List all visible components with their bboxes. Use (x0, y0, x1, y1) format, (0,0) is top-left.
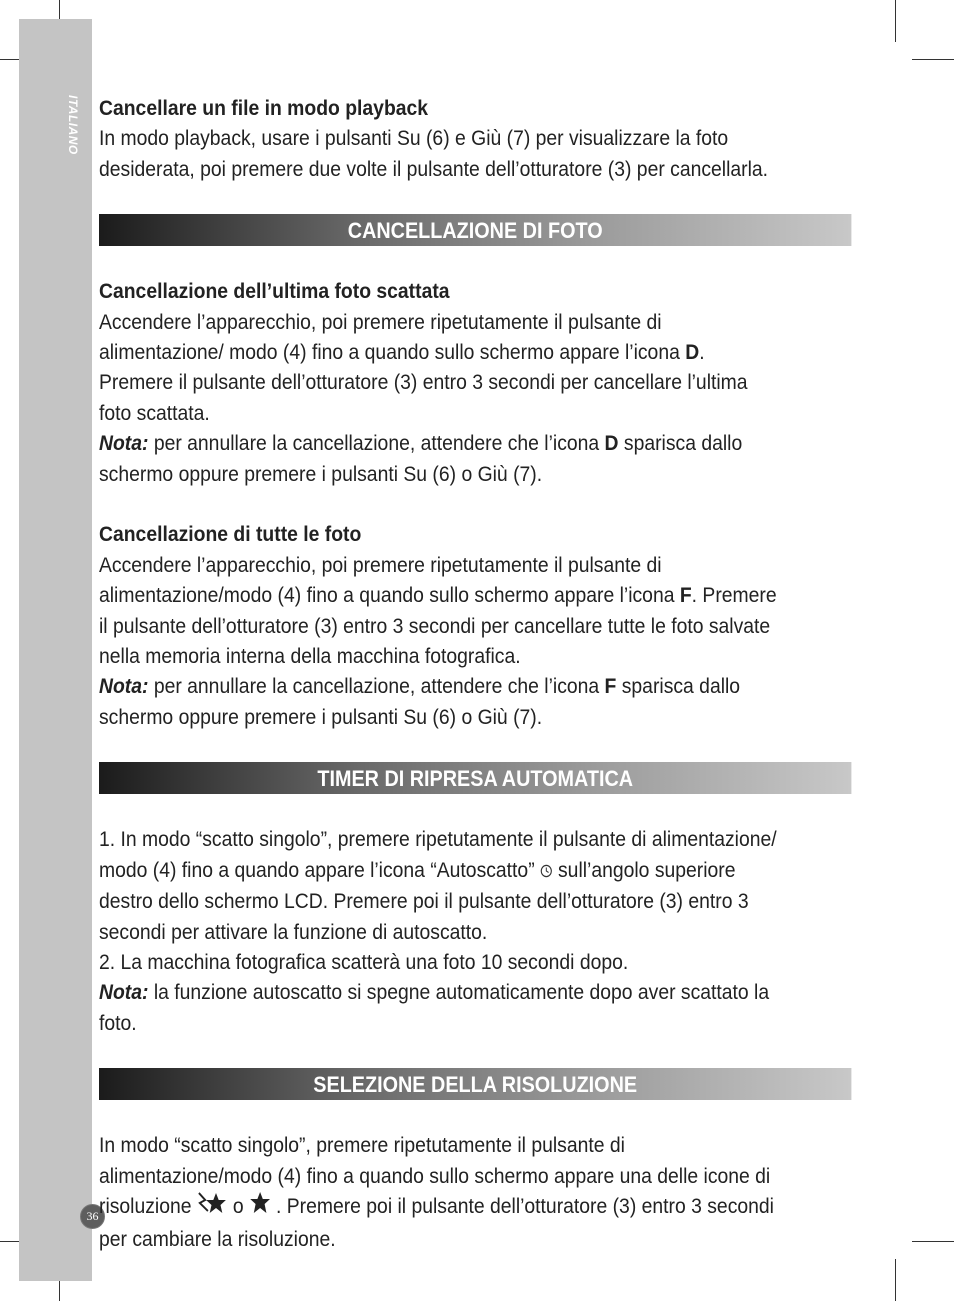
playback-heading: Cancellare un file in modo playback (99, 96, 429, 120)
delete-all-note: Nota: per annullare la cancellazione, attendere che l’icona F sparisca dallo schermo oppure premere i pulsanti Su (6) o Giù (7). (99, 674, 741, 729)
section-title-delete: CANCELLAZIONE DI FOTO (347, 218, 603, 244)
section-title-timer: TIMER DI RIPRESA AUTOMATICA (317, 766, 634, 792)
icon-letter-d: D (685, 340, 700, 365)
note-label: Nota: (99, 674, 149, 699)
crop-mark (895, 0, 896, 42)
icon-letter-f: F (679, 583, 692, 608)
delete-last-note: Nota: per annullare la cancellazione, attendere che l’icona D sparisca dallo schermo oppure premere i pulsanti Su (6) o Giù (7). (99, 431, 743, 486)
section-title-resolution: SELEZIONE DELLA RISOLUZIONE (313, 1072, 638, 1098)
page-content (99, 93, 783, 1254)
delete-last-heading: Cancellazione dell’ultima foto scattata (99, 279, 450, 304)
delete-all-heading: Cancellazione di tutte le foto (99, 522, 362, 547)
note-label: Nota: (99, 980, 149, 1005)
section-bar-resolution (99, 1068, 851, 1100)
crop-mark (912, 1241, 954, 1242)
note-label: Nota: (99, 431, 149, 456)
side-strip (19, 19, 92, 1281)
high-resolution-star-icon (197, 1191, 228, 1223)
section-bar-timer (99, 762, 851, 794)
page-number: 36 (80, 1204, 105, 1229)
crop-mark (912, 59, 954, 60)
language-label: ITALIANO (66, 95, 80, 155)
section-bar-delete (99, 214, 851, 246)
timer-note: Nota: la funzione autoscatto si spegne automaticamente dopo aver scattato la foto. (99, 980, 770, 1035)
low-resolution-star-icon (249, 1191, 271, 1223)
playback-text: In modo playback, usare i pulsanti Su (6) e Giù (7) per visualizzare la foto desiderata, poi premere due volte il pulsante dell’otturatore (3) per cancellarla. (99, 126, 769, 181)
self-timer-icon (540, 856, 553, 886)
delete-all-text: Accendere l’apparecchio, poi premere ripetutamente il pulsante di alimentazione/modo (4) fino a quando sullo schermo appare l’icona F. Premere il pulsante dell’otturatore (3) entro 3 secondi per cancellare tutte le foto salvate nella memoria interna della macchina fotografica. (99, 552, 777, 669)
crop-mark (895, 1259, 896, 1301)
delete-last-text: Accendere l’apparecchio, poi premere ripetutamente il pulsante di alimentazione/ modo (4) fino a quando sullo schermo appare l’icona D. Premere il pulsante dell’otturatore (3) entro 3 secondi per cancellare l’ultima foto scattata. (99, 309, 748, 425)
timer-step-1: 1. In modo “scatto singolo”, premere ripetutamente il pulsante di alimentazione/ modo (4) fino a quando appare l’icona “Autoscatto” sull’angolo superiore destro dello schermo LCD. Premere poi il pulsante dell’otturatore (3) entro 3 secondi per attivare la funzione di autoscatto. (99, 827, 777, 944)
timer-step-2: 2. La macchina fotografica scatterà una foto 10 secondi dopo. (99, 950, 629, 975)
resolution-text: In modo “scatto singolo”, premere ripetutamente il pulsante di alimentazione/modo (4) fino a quando sullo schermo appare una delle icone di risoluzione o . Premere poi il pulsante dell’otturatore (3) entro 3 secondi per cambiare la risoluzione. (99, 1133, 774, 1251)
